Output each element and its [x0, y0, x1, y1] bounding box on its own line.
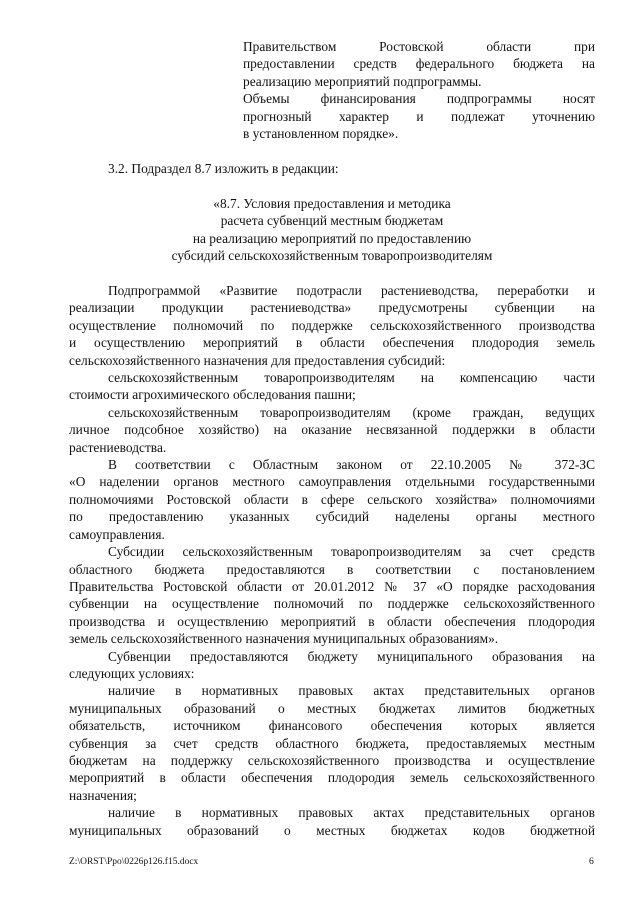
text-line: мероприятий в области обеспечения плодородия земель сельскохозяйственного — [69, 770, 595, 786]
text-line: Субсидии сельскохозяйственным товаропроизводителям за счет средств — [108, 544, 595, 560]
text-line: производства и осуществлению мероприятий в области обеспечения плодородия — [69, 613, 595, 629]
text-line: в установленном порядке». — [243, 126, 399, 142]
text-line: растениеводства. — [69, 439, 167, 455]
text-line: Подпрограммой «Развитие подотрасли растениеводства, переработки и — [108, 283, 595, 298]
text-line: наличие в нормативных правовых актах представительных органов — [108, 805, 595, 821]
text-line: 3.2. Подраздел 8.7 изложить в редакции: — [108, 161, 339, 176]
text-line: предоставлении средств федерального бюджета на — [243, 56, 595, 72]
text-line: сельскохозяйственным товаропроизводителям (кроме граждан, ведущих — [108, 404, 595, 420]
text-line: наличие в нормативных правовых актах представительных органов — [108, 683, 595, 699]
text-line: В соответствии с Областным законом от 22.10.2005 № 372-ЗС — [108, 457, 595, 473]
text-line: стоимости агрохимического обследования пашни; — [69, 387, 356, 403]
body-text — [69, 282, 595, 839]
text-line: реализацию мероприятий подпрограммы. — [243, 73, 482, 89]
text-line: осуществление полномочий по поддержке сельскохозяйственного производства — [69, 317, 595, 333]
text-line: обязательств, источником финансового обеспечения которых является — [69, 718, 595, 734]
text-line: личное подсобное хозяйство) на оказание несвязанной поддержки в области — [69, 422, 595, 438]
top-right-block — [243, 38, 595, 142]
section-heading — [69, 195, 595, 265]
heading-line: расчета субвенций местным бюджетам — [220, 213, 444, 229]
text-line: муниципальных образований о местных бюджетах лимитов бюджетных — [69, 700, 595, 716]
text-line: Правительства Ростовской области от 20.01.2012 № 37 «О порядке расходования — [69, 578, 595, 594]
text-line: сельскохозяйственного назначения для предоставления субсидий: — [69, 352, 446, 368]
intro-paragraph — [69, 160, 595, 177]
text-line: «О наделении органов местного самоуправления отдельными государственными — [69, 474, 595, 490]
page-number: 6 — [589, 857, 594, 867]
text-line: полномочиями Ростовской области в сфере сельского хозяйства» полномочиями — [69, 491, 595, 507]
text-line: самоуправления. — [69, 526, 165, 542]
text-line: прогнозный характер и подлежат уточнению — [243, 108, 595, 124]
text-line: Правительством Ростовской области при — [243, 39, 595, 54]
text-line: бюджетам на поддержку сельскохозяйственного производства и осуществление — [69, 752, 595, 768]
text-line: земель сельскохозяйственного назначения муниципальных образованиям». — [69, 631, 499, 647]
text-line: реализации продукции растениеводства» предусмотрены субвенции на — [69, 300, 595, 316]
text-line: следующих условиях: — [69, 665, 195, 681]
text-line: муниципальных образований о местных бюджетах кодов бюджетной — [69, 822, 595, 838]
text-line: субвенция за счет средств областного бюджета, предоставляемых местным — [69, 735, 595, 751]
footer-file-path: Z:\ORST\Ppo\0226p126.f15.docx — [69, 857, 199, 867]
text-line: назначения; — [69, 787, 137, 803]
text-line: субвенции на осуществление полномочий по поддержке сельскохозяйственного — [69, 596, 595, 612]
heading-line: «8.7. Условия предоставления и методика — [213, 196, 451, 211]
text-line: Объемы финансирования подпрограммы носят — [243, 91, 595, 107]
text-line: Субвенции предоставляются бюджету муниципального образования на — [108, 648, 595, 664]
heading-line: на реализацию мероприятий по предоставлению — [192, 230, 472, 246]
text-line: по предоставлению указанных субсидий наделены органы местного — [69, 509, 595, 525]
text-line: областного бюджета предоставляются в соответствии с постановлением — [69, 561, 595, 577]
text-line: и осуществлению мероприятий в области обеспечения плодородия земель — [69, 335, 595, 351]
text-line: сельскохозяйственным товаропроизводителям на компенсацию части — [108, 370, 595, 386]
heading-line: субсидий сельскохозяйственным товаропроизводителям — [171, 248, 493, 264]
